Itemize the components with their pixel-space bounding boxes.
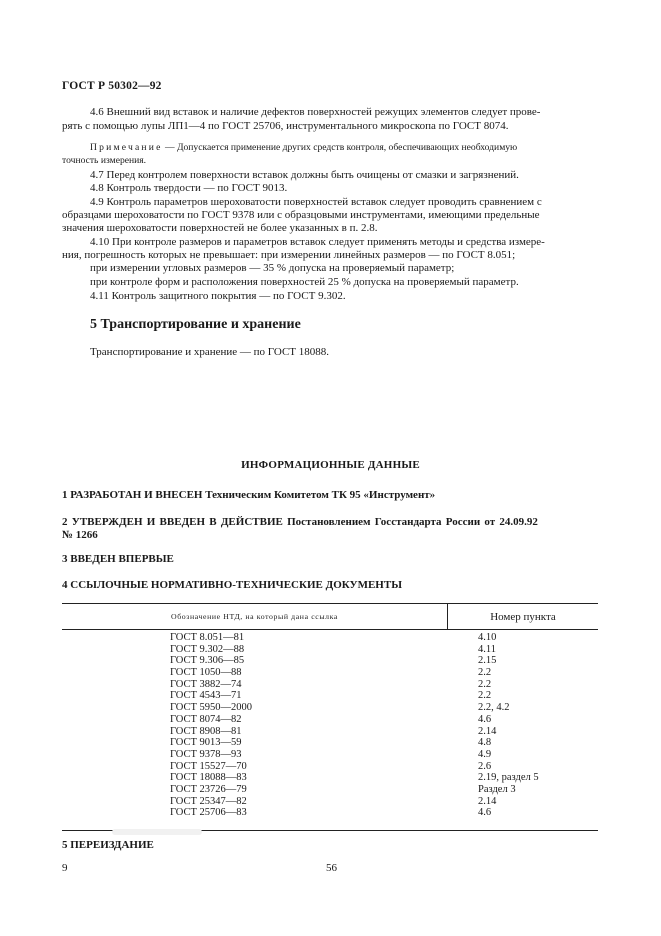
table-row-clause: 2.2 xyxy=(478,667,492,679)
table-row-designation: ГОСТ 25706—83 xyxy=(170,807,247,819)
para-4-10-line2: ния, погрешность которых не превышает: при измерении линейных размеров — по ГОСТ 8.051; xyxy=(62,249,516,261)
note-line1 xyxy=(90,142,517,155)
info-item1: 1 РАЗРАБОТАН И ВНЕСЕН Техническим Комитетом ТК 95 «Инструмент» xyxy=(62,489,436,501)
table-row-clause: 2.2, 4.2 xyxy=(478,702,510,714)
table-row-designation: ГОСТ 1050—88 xyxy=(170,667,242,679)
para-4-10-line1: 4.10 При контроле размеров и параметров вставок следует применять методы и средства измере- xyxy=(90,236,545,248)
table-row-clause: 2.2 xyxy=(478,678,492,690)
table-row-designation: ГОСТ 18088—83 xyxy=(170,772,247,784)
section5-heading: 5 Транспортирование и хранение xyxy=(90,317,301,332)
table-row-designation: ГОСТ 15527—70 xyxy=(170,760,247,772)
table-row-designation: ГОСТ 3882—74 xyxy=(170,678,242,690)
table-header-designation: Обозначение НТД, на который дана ссылка xyxy=(171,612,338,621)
para-4-7: 4.7 Перед контролем поверхности вставок должны быть очищены от смазки и загрязнений. xyxy=(90,169,519,181)
info-item5: 5 ПЕРЕИЗДАНИЕ xyxy=(62,839,154,851)
note-text: — Допускается применение других средств контроля, обеспечивающих необходимую xyxy=(164,142,518,153)
info-item3: 3 ВВЕДЕН ВПЕРВЫЕ xyxy=(62,553,174,565)
table-row-designation: ГОСТ 5950—2000 xyxy=(170,702,253,714)
table-row-clause: 4.10 xyxy=(478,632,497,643)
table-row-designation: ГОСТ 9.306—85 xyxy=(170,655,245,667)
table-row-clause: Раздел 3 xyxy=(478,783,516,795)
note-line2: точность измерения. xyxy=(62,155,147,166)
table-row-designation: ГОСТ 9.302—88 xyxy=(170,643,245,655)
table-header-divider xyxy=(62,629,598,630)
table-designation-column xyxy=(170,632,252,819)
para-4-6-line1: 4.6 Внешний вид вставок и наличие дефектов поверхностей режущих элементов следует прове- xyxy=(90,106,541,118)
info-item2-line1: 2 УТВЕРЖДЕН И ВВЕДЕН В ДЕЙСТВИЕ Постановлением Госстандарта России от 24.09.92 xyxy=(62,516,538,528)
para-4-11: 4.11 Контроль защитного покрытия — по ГОСТ 9.302. xyxy=(90,290,346,302)
table-row-designation: ГОСТ 4543—71 xyxy=(170,690,242,702)
table-row-clause: 2.14 xyxy=(478,725,497,737)
para-4-8: 4.8 Контроль твердости — по ГОСТ 9013. xyxy=(90,182,288,194)
table-row-clause: 4.6 xyxy=(478,713,492,725)
table-row-clause: 2.6 xyxy=(478,760,492,772)
info-item2-line2: № 1266 xyxy=(62,529,98,541)
table-row-clause: 4.11 xyxy=(478,643,496,655)
table-row-clause: 4.9 xyxy=(478,748,492,760)
table-row-clause: 2.2 xyxy=(478,690,492,702)
para-4-9-line2: образцами шероховатости по ГОСТ 9378 или с образцовыми инструментами, имеющими предельные xyxy=(62,209,540,221)
table-header-clause: Номер пункта xyxy=(490,611,556,623)
table-row-designation: ГОСТ 23726—79 xyxy=(170,783,247,795)
table-row-designation: ГОСТ 8908—81 xyxy=(170,725,242,737)
reference-table xyxy=(62,603,598,831)
table-row-designation: ГОСТ 9378—93 xyxy=(170,748,242,760)
table-clause-column xyxy=(478,632,539,819)
table-row-designation: ГОСТ 8074—82 xyxy=(170,713,242,725)
table-row-clause: 2.15 xyxy=(478,655,497,667)
para-4-9-line1: 4.9 Контроль параметров шероховатости поверхностей вставок следует проводить сравнением с xyxy=(90,196,542,208)
info-title: ИНФОРМАЦИОННЫЕ ДАННЫЕ xyxy=(241,459,420,471)
standard-header: ГОСТ Р 50302—92 xyxy=(62,80,162,92)
table-row-clause: 2.14 xyxy=(478,795,497,807)
left-footer-number: 9 xyxy=(62,862,68,874)
table-row-clause: 4.8 xyxy=(478,737,492,749)
info-item4: 4 ССЫЛОЧНЫЕ НОРМАТИВНО-ТЕХНИЧЕСКИЕ ДОКУМЕНТЫ xyxy=(62,579,402,591)
para-4-10-line4: при контроле форм и расположения поверхностей 25 % допуска на проверяемый параметр. xyxy=(90,276,519,288)
scan-smudge xyxy=(112,829,202,835)
table-row-clause: 2.19, раздел 5 xyxy=(478,772,539,784)
table-row-clause: 4.6 xyxy=(478,807,492,819)
section5-text: Транспортирование и хранение — по ГОСТ 18088. xyxy=(90,346,330,358)
table-row-designation: ГОСТ 9013—59 xyxy=(170,737,242,749)
page-number: 56 xyxy=(326,862,337,874)
table-row-designation: ГОСТ 25347—82 xyxy=(170,795,247,807)
para-4-9-line3: значения шероховатости поверхностей не более указанных в п. 2.8. xyxy=(62,222,378,234)
note-label: Примечание xyxy=(90,142,163,153)
table-row-designation: ГОСТ 8.051—81 xyxy=(170,632,245,643)
para-4-10-line3: при измерении угловых размеров — 35 % допуска на проверяемый параметр; xyxy=(90,262,455,274)
para-4-6-line2: рять с помощью лупы ЛП1—4 по ГОСТ 25706, инструментального микроскопа по ГОСТ 8074. xyxy=(62,120,509,132)
